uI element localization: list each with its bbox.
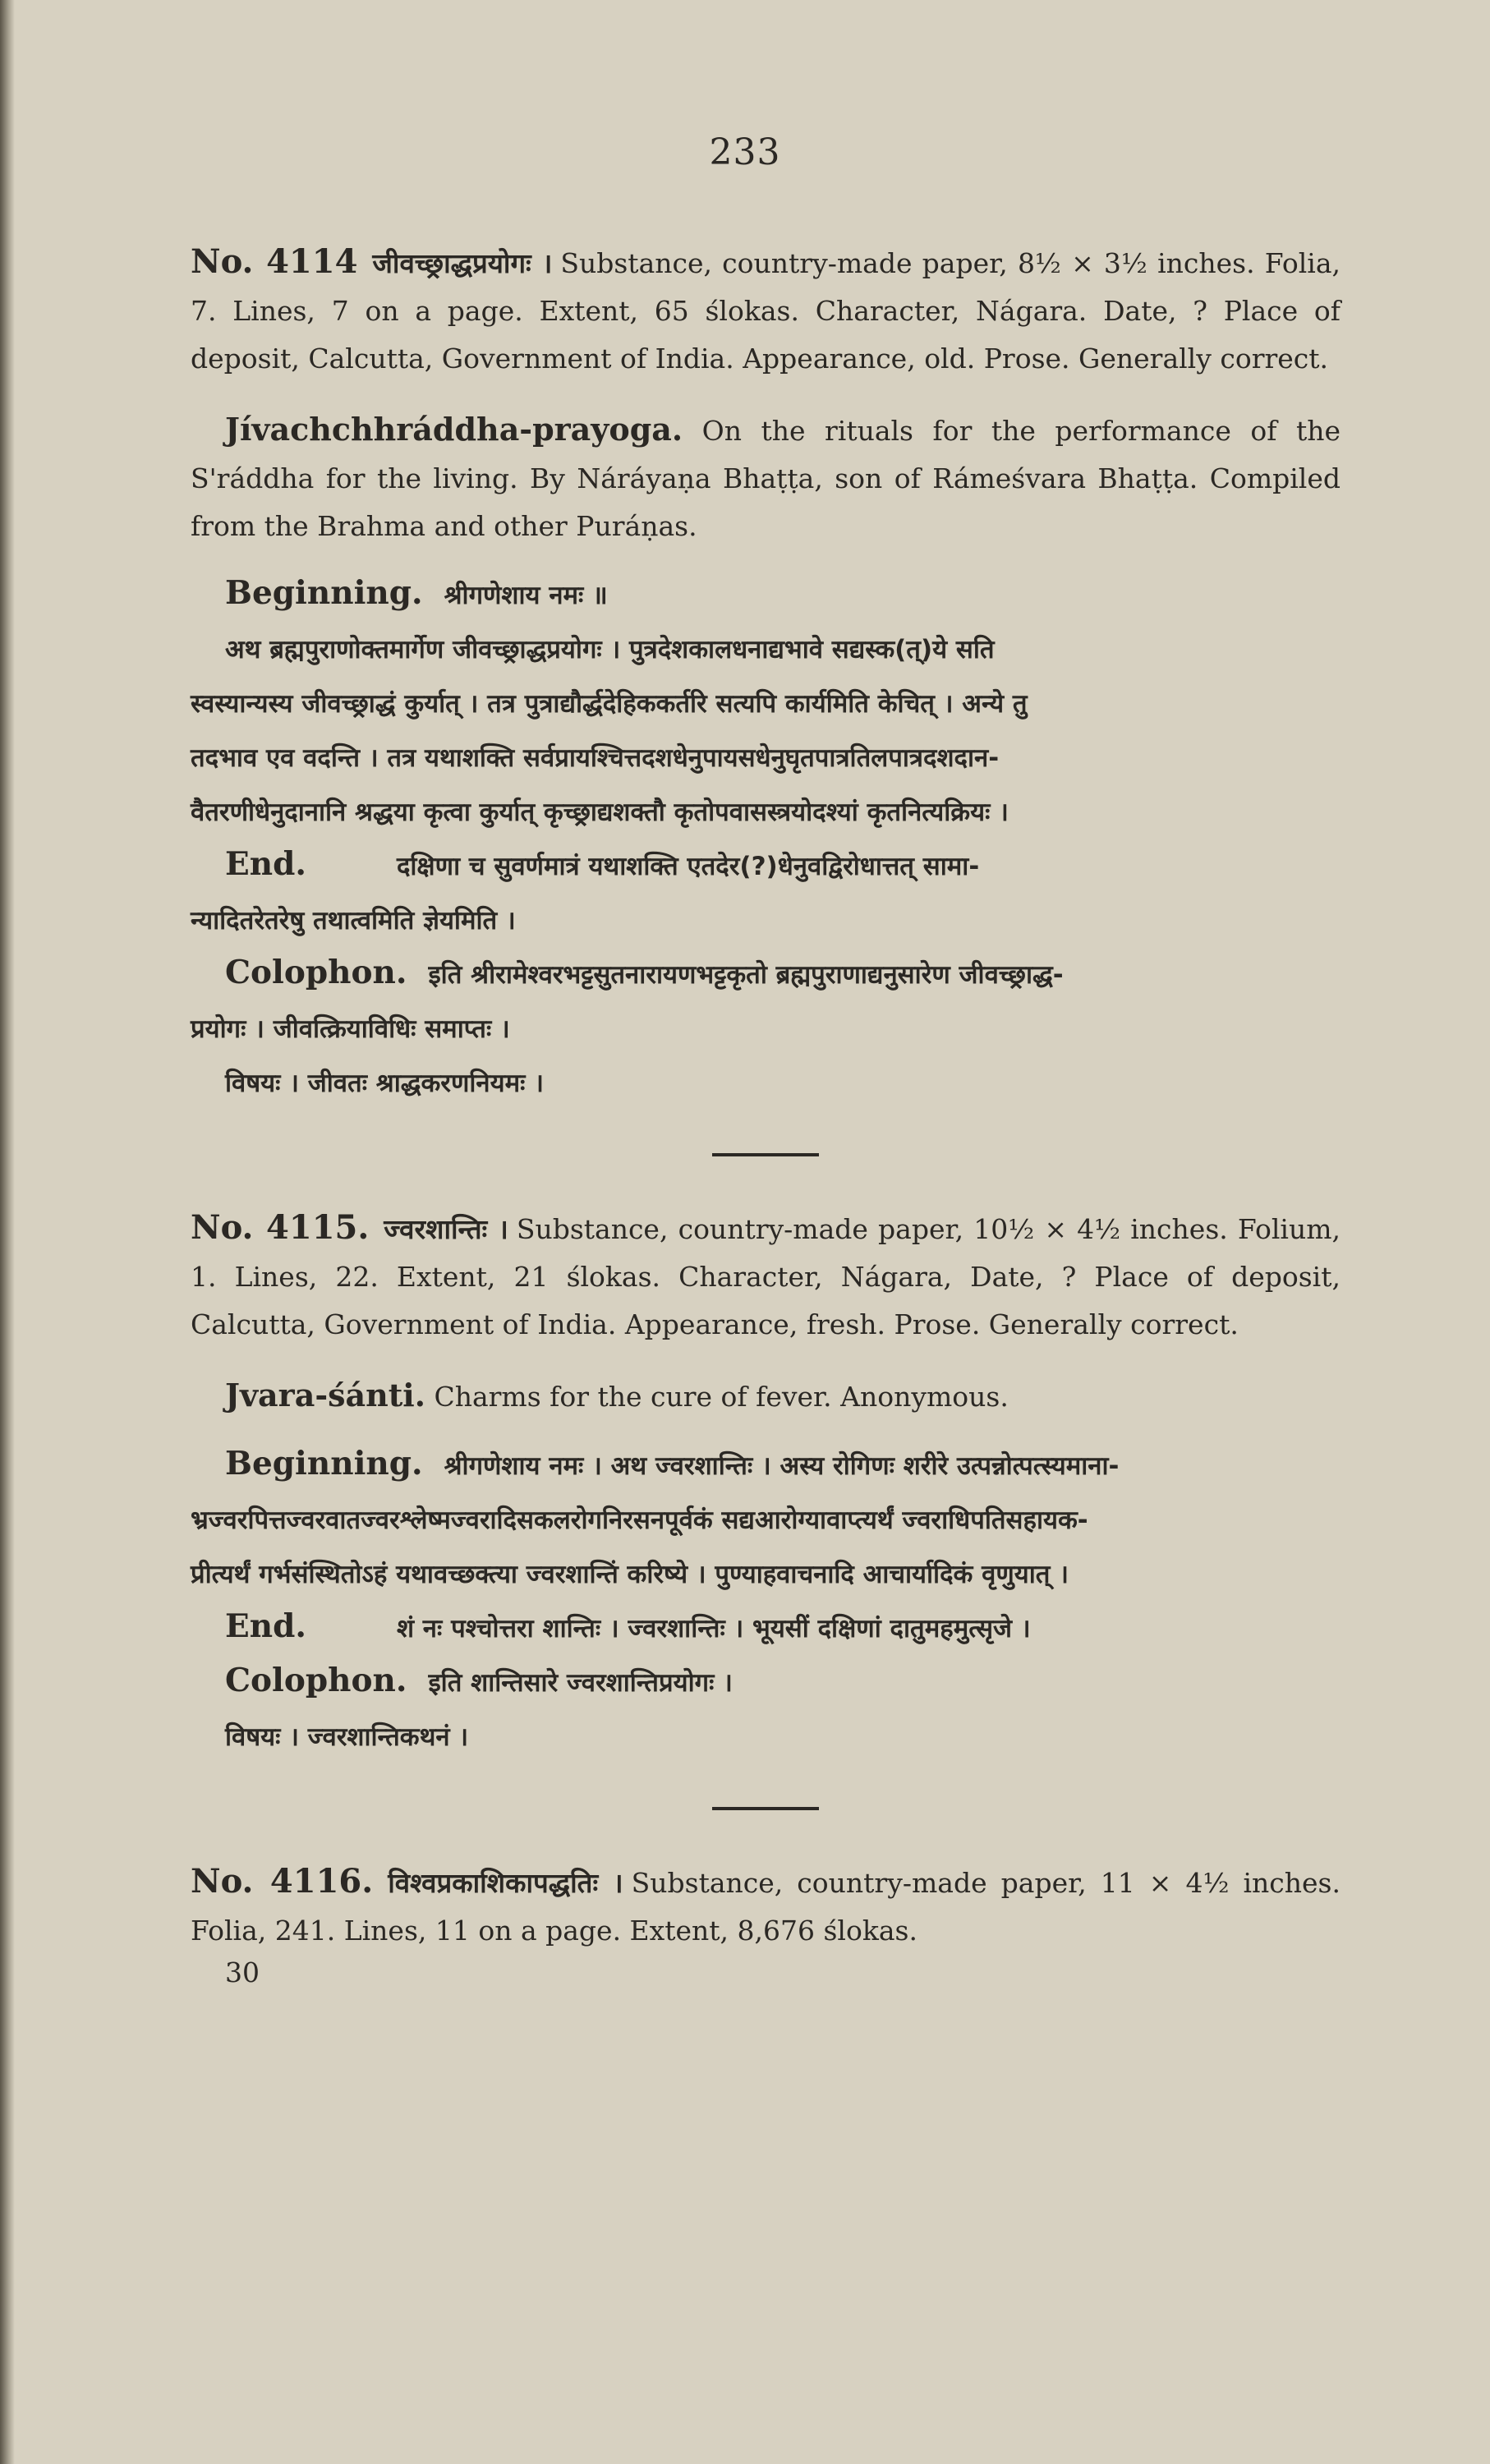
end-line: शं नः पश्चोत्तरा शान्तिः । ज्वरशान्तिः । भूयसीं दक्षिणां दातुमहमुत्सृजे ।: [396, 1614, 1031, 1643]
beginning-line: अथ ब्रह्मपुराणोक्तमार्गेण जीवच्छ्राद्धप्रयोगः । पुत्रदेशकालधनाद्यभावे सद्यस्क(त्)ये सति: [225, 635, 995, 664]
signature-mark: 30: [225, 1956, 260, 1988]
entry-description: Substance, country-made paper, 10½ × 4½ inches. Folium, 1. Lines, 22. Extent, 21 ślokas. Character, Nágara, Date, ? Place of deposit, Calcutta, Government of India. Appearance, fresh. Prose. Generally correct.: [191, 1213, 1341, 1340]
sanskrit-title: ज्वरशान्तिः ।: [384, 1213, 508, 1245]
book-spine-shadow: [0, 0, 15, 2464]
entry-4114: [191, 238, 1341, 1110]
beginning-line: प्रीत्यर्थं गर्भसंस्थितोऽहं यथावच्छक्त्या ज्वरशान्तिं करिष्ये । पुण्याहवाचनादि आचार्यादिकं वृणुयात् ।: [191, 1560, 1069, 1589]
entry-header: [191, 238, 1341, 383]
beginning-line: स्वस्यान्यस्य जीवच्छ्राद्धं कुर्यात् । तत्र पुत्राद्यौर्द्धदेहिककर्तरि सत्यपि कार्यमिति केचित् । अन्ये तु: [191, 689, 1028, 719]
beginning-line: श्रीगणेशाय नमः ॥: [444, 581, 608, 610]
colophon-line: इति शान्तिसारे ज्वरशान्तिप्रयोगः ।: [428, 1668, 733, 1698]
colophon-label: Colophon.: [225, 1662, 407, 1699]
entry-number: No. 4115.: [191, 1208, 370, 1247]
beginning-line: भ्रज्वरपित्तज्वरवातज्वरश्लेष्मज्वरादिसकलरोगनिरसनपूर्वकं सद्यआरोग्यावाप्त्यर्थं ज्वराधिपतिसहायक-: [191, 1506, 1088, 1535]
end-label: End.: [225, 845, 306, 883]
beginning-label: Beginning.: [225, 574, 423, 612]
colophon-block: [191, 948, 1341, 1002]
work-title: Jívachchhráddha-prayoga.: [225, 411, 683, 448]
section-divider: [712, 1807, 819, 1810]
entry-description: Substance, country-made paper, 8½ × 3½ inches. Folia, 7. Lines, 7 on a page. Extent, 65 ślokas. Character, Nágara. Date, ? Place of deposit, Calcutta, Government of India. Appearance, old. Prose. Generally correct.: [191, 247, 1341, 375]
entry-header: [191, 1204, 1341, 1349]
beginning-block: [191, 1439, 1341, 1493]
sanskrit-title: जीवच्छ्राद्धप्रयोगः ।: [372, 247, 553, 279]
subject-line: विषयः । ज्वरशान्तिकथनं ।: [225, 1722, 469, 1752]
entry-header: [191, 1858, 1341, 1955]
text-column: [191, 238, 1341, 1988]
subject-line: विषयः । जीवतः श्राद्धकरणनियमः ।: [225, 1069, 544, 1098]
beginning-label: Beginning.: [225, 1445, 423, 1483]
work-summary: On the rituals for the performance of the S'ráddha for the living. By Náráyaṇa Bhaṭṭa, son of Rámeśvara Bhaṭṭa. Compiled from the Brahma and other Puráṇas.: [191, 415, 1341, 542]
colophon-line: प्रयोगः । जीवत्क्रियाविधिः समाप्तः ।: [191, 1014, 510, 1044]
sanskrit-title: विश्वप्रकाशिकापद्धतिः ।: [388, 1867, 623, 1899]
end-label: End.: [225, 1607, 306, 1645]
end-line: दक्षिणा च सुवर्णमात्रं यथाशक्ति एतदेर(?)धेनुवद्विरोधात्तत् सामा-: [396, 852, 980, 881]
title-paragraph: [191, 406, 1341, 550]
entry-4115: [191, 1204, 1341, 1764]
entry-description: Substance, country-made paper, 11 × 4½ inches. Folia, 241. Lines, 11 on a page. Extent, 8,676 ślokas.: [191, 1867, 1341, 1947]
end-block: [191, 839, 1341, 894]
section-divider: [712, 1153, 819, 1156]
beginning-block: [191, 568, 1341, 623]
colophon-line: इति श्रीरामेश्वरभट्टसुतनारायणभट्टकृतो ब्रह्मपुराणाद्यनुसारेण जीवच्छ्राद्ध-: [428, 960, 1064, 990]
colophon-block: [191, 1656, 1341, 1710]
entry-number: No. 4114: [191, 242, 358, 281]
colophon-label: Colophon.: [225, 954, 407, 991]
beginning-line: तदभाव एव वदन्ति । तत्र यथाशक्ति सर्वप्रायश्चित्तदशधेनुपायसधेनुघृतपात्रतिलपात्रदशदान-: [191, 743, 1000, 773]
work-summary: Charms for the cure of fever. Anonymous.: [434, 1381, 1009, 1413]
beginning-line: श्रीगणेशाय नमः । अथ ज्वरशान्तिः । अस्य रोगिणः शरीरे उत्पन्नोत्पत्स्यमाना-: [444, 1451, 1120, 1481]
end-line: न्यादितरेतरेषु तथात्वमिति ज्ञेयमिति ।: [191, 906, 516, 935]
page-number: 233: [709, 131, 781, 173]
entry-number: No. 4116.: [191, 1862, 374, 1901]
work-title: Jvara-śánti.: [225, 1377, 425, 1414]
beginning-line: वैतरणीधेनुदानानि श्रद्धया कृत्वा कुर्यात् कृच्छ्राद्यशक्तौ कृतोपवासस्त्रयोदश्यां कृतनित्यक्रियः ।: [191, 798, 1009, 827]
title-paragraph: [191, 1372, 1341, 1421]
end-block: [191, 1602, 1341, 1656]
entry-4116: [191, 1858, 1341, 1988]
